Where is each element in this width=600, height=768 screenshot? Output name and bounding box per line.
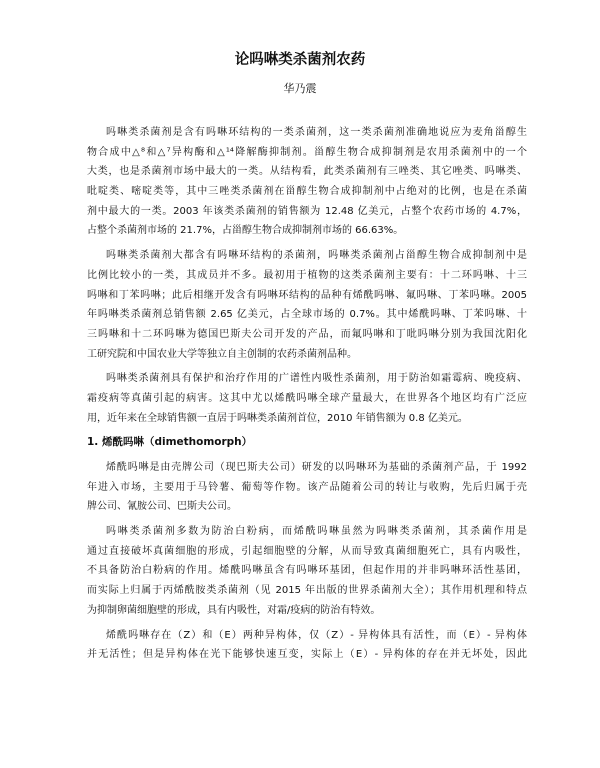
paragraph-isomers — [87, 626, 527, 665]
text-line: 通过直接破坏真菌细胞的形成，引起细胞壁的分解，从而导致真菌细胞死亡，具有内吸性， — [87, 545, 527, 557]
text-line: 年吗啉类杀菌剂总销售额 2.65 亿美元，占全球市场的 0.7%。其中烯酰吗啉、丁苯吗啉、十 — [87, 309, 527, 321]
document-body — [87, 123, 527, 670]
text-line: 用，近年来在全球销售额一直居于吗啉类杀菌剂首位，2010 年销售额为 0.8 亿美元。 — [87, 412, 468, 424]
text-line: 并无活性；但是异构体在光下能够快速互变，实际上（E）- 异构体的存在并无坏处，因此 — [87, 649, 527, 661]
text-line: 吗啉和丁苯吗啉；此后相继开发含有吗啉环结构的品种有烯酰吗啉、氟吗啉、丁苯吗啉。2005 — [87, 289, 527, 301]
text-line: 为抑制卵菌细胞壁的形成，具有内吸性，对霜/疫病的防治有特效。 — [87, 604, 381, 616]
text-line: 牌公司、氰胺公司、巴斯夫公司。 — [87, 501, 237, 513]
document-author: 华乃震 — [283, 82, 317, 95]
text-line: 吗啉类杀菌剂是含有吗啉环结构的一类杀菌剂，这一类杀菌剂准确地说应为麦角甾醇生 — [106, 127, 527, 138]
text-line: 年进入市场，主要用于马铃薯、葡萄等作物。该产品随着公司的转让与收购，先后归属于壳 — [87, 481, 527, 493]
text-line: 物合成中△⁸和△⁷异构酶和△¹⁴降解酶抑制剂。甾醇生物合成抑制剂是农用杀菌剂中的一个 — [87, 146, 527, 158]
paragraph-intro — [87, 123, 527, 241]
text-line: 剂中最大的一类。2003 年该类杀菌剂的销售额为 12.48 亿美元，占整个农药市场的 4.7%， — [87, 205, 527, 217]
paragraph-morpholine-overview — [87, 246, 527, 364]
text-line: 烯酰吗啉是由壳牌公司（现巴斯夫公司）研发的以吗啉环为基础的杀菌剂产品，于 1992 — [106, 462, 527, 474]
paragraph-dimethomorph-mechanism — [87, 522, 527, 620]
text-line: 占整个杀菌剂市场的 21.7%，占甾醇生物合成抑制剂市场的 66.63%。 — [87, 225, 404, 237]
text-line: 吡啶类、嘧啶类等，其中三唑类杀菌剂在甾醇生物合成抑制剂中占绝对的比例，也是在杀菌 — [87, 186, 527, 198]
text-line: 三吗啉和十二环吗啉为德国巴斯夫公司开发的产品，而氟吗啉和丁吡吗啉分别为我国沈阳化 — [87, 328, 527, 340]
text-line: 工研究院和中国农业大学等独立自主创制的农药杀菌剂品种。 — [87, 348, 357, 360]
text-line: 而实际上归属于丙烯酰胺类杀菌剂（见 2015 年出版的世界杀菌剂大全）；其作用机理和特点 — [87, 585, 527, 597]
text-line: 不具备防治白粉病的作用。烯酰吗啉虽含有吗啉环基团，但起作用的并非吗啉环活性基团， — [87, 565, 527, 577]
text-line: 烯酰吗啉存在（Z）和（E）两种异构体，仅（Z）- 异构体具有活性，而（E）- 异构体 — [106, 629, 527, 641]
text-line: 吗啉类杀菌剂大都含有吗啉环结构的杀菌剂，吗啉类杀菌剂占甾醇生物合成抑制剂中是 — [106, 250, 527, 262]
document-title: 论吗啉类杀菌剂农药 — [234, 52, 366, 68]
text-line: 吗啉类杀菌剂具有保护和治疗作用的广谱性内吸性杀菌剂，用于防治如霜霉病、晚疫病、 — [106, 373, 527, 385]
section-heading: 1. 烯酰吗啉（dimethomorph） — [87, 436, 253, 449]
text-line: 大类，也是杀菌剂市场中最大的一类。从结构看，此类杀菌剂有三唑类、其它唑类、吗啉类、 — [87, 166, 527, 178]
paragraph-dimethomorph-history — [87, 458, 527, 517]
text-line: 霜疫病等真菌引起的病害。这其中尤以烯酰吗啉全球产量最大，在世界各个地区均有广泛应 — [87, 392, 527, 404]
text-line: 比例比较小的一类，其成员并不多。最初用于植物的这类杀菌剂主要有：十二环吗啉、十三 — [87, 269, 527, 281]
paragraph-usage — [87, 369, 527, 428]
text-line: 吗啉类杀菌剂多数为防治白粉病，而烯酰吗啉虽然为吗啉类杀菌剂，其杀菌作用是 — [106, 526, 527, 538]
